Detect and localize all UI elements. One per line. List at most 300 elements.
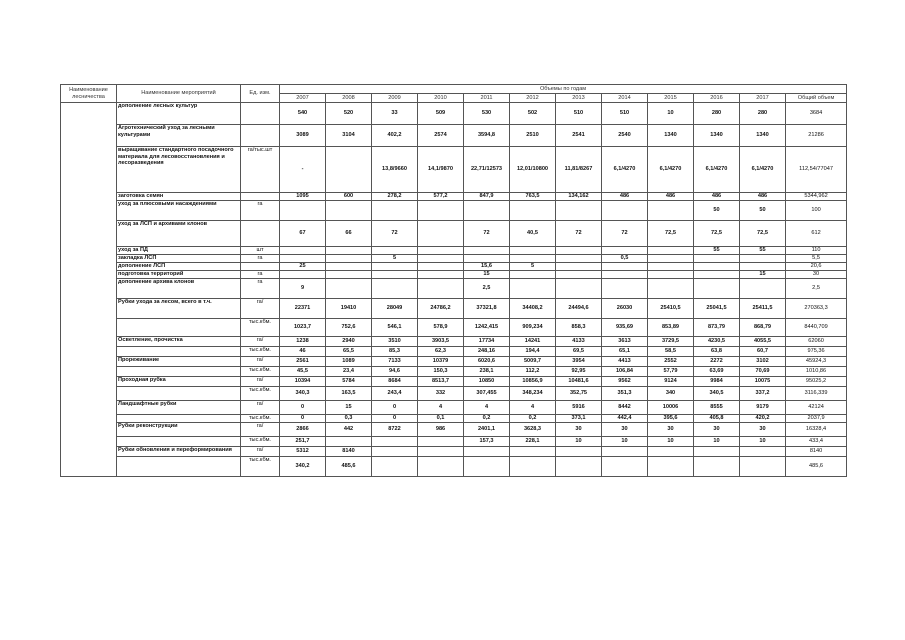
year-value-cell: 60,7 bbox=[740, 347, 786, 357]
header-year: 2007 bbox=[280, 94, 326, 103]
year-value-cell: 10481,6 bbox=[556, 377, 602, 387]
year-value-cell: 9562 bbox=[602, 377, 648, 387]
year-value-cell: 8722 bbox=[372, 423, 418, 437]
year-value-cell: 17734 bbox=[464, 337, 510, 347]
year-value-cell bbox=[602, 247, 648, 255]
year-value-cell: 251,7 bbox=[280, 437, 326, 447]
year-value-cell: 2,5 bbox=[464, 279, 510, 299]
year-value-cell: 10850 bbox=[464, 377, 510, 387]
total-volume-cell: 2,5 bbox=[786, 279, 847, 299]
year-value-cell: 2866 bbox=[280, 423, 326, 437]
year-value-cell bbox=[556, 255, 602, 263]
table-row bbox=[61, 193, 847, 201]
year-value-cell bbox=[280, 247, 326, 255]
activity-name bbox=[117, 457, 241, 477]
year-value-cell bbox=[740, 457, 786, 477]
activity-name: уход за ПД bbox=[117, 247, 241, 255]
year-value-cell: 4055,5 bbox=[740, 337, 786, 347]
year-value-cell: 163,5 bbox=[326, 387, 372, 401]
year-value-cell: 69,5 bbox=[556, 347, 602, 357]
year-value-cell bbox=[602, 201, 648, 221]
year-value-cell: 3729,5 bbox=[648, 337, 694, 347]
unit-cell: га/ bbox=[241, 447, 280, 457]
year-value-cell: 280 bbox=[740, 103, 786, 125]
year-value-cell: 3628,3 bbox=[510, 423, 556, 437]
unit-cell bbox=[241, 263, 280, 271]
year-value-cell: 2541 bbox=[556, 125, 602, 147]
year-value-cell bbox=[464, 447, 510, 457]
year-value-cell: 10075 bbox=[740, 377, 786, 387]
total-volume-cell: 112,54/77047 bbox=[786, 147, 847, 193]
year-value-cell: 4133 bbox=[556, 337, 602, 347]
year-value-cell: 30 bbox=[648, 423, 694, 437]
year-value-cell: 58,5 bbox=[648, 347, 694, 357]
unit-cell: га bbox=[241, 271, 280, 279]
activity-name: уход за плюсовыми насаждениями bbox=[117, 201, 241, 221]
activity-name: дополнение лесных культур bbox=[117, 103, 241, 125]
year-value-cell: 0 bbox=[372, 415, 418, 423]
unit-cell: га/ bbox=[241, 423, 280, 437]
year-value-cell: 10 bbox=[556, 437, 602, 447]
activity-name: Рубки обновления и переформирования bbox=[117, 447, 241, 457]
year-value-cell: 63,69 bbox=[694, 367, 740, 377]
total-volume-cell: 42124 bbox=[786, 401, 847, 415]
year-value-cell bbox=[372, 437, 418, 447]
activity-name: заготовка семян bbox=[117, 193, 241, 201]
table-row bbox=[61, 377, 847, 387]
year-value-cell bbox=[372, 279, 418, 299]
year-value-cell: 986 bbox=[418, 423, 464, 437]
table-row bbox=[61, 279, 847, 299]
unit-cell: тыс.кбм. bbox=[241, 347, 280, 357]
year-value-cell bbox=[510, 457, 556, 477]
year-value-cell: 238,1 bbox=[464, 367, 510, 377]
year-value-cell bbox=[510, 201, 556, 221]
activity-name: Агротехнический уход за лесными культурами bbox=[117, 125, 241, 147]
year-value-cell bbox=[602, 447, 648, 457]
year-value-cell bbox=[464, 247, 510, 255]
unit-cell: га/ bbox=[241, 401, 280, 415]
unit-cell bbox=[241, 125, 280, 147]
activity-name: Осветление, прочистка bbox=[117, 337, 241, 347]
table-row bbox=[61, 319, 847, 337]
year-value-cell bbox=[372, 263, 418, 271]
year-value-cell: 540 bbox=[280, 103, 326, 125]
year-value-cell bbox=[740, 255, 786, 263]
year-value-cell: 10 bbox=[694, 437, 740, 447]
year-value-cell: 6,1/4270 bbox=[694, 147, 740, 193]
table-row bbox=[61, 247, 847, 255]
year-value-cell: 0 bbox=[280, 415, 326, 423]
year-value-cell bbox=[418, 279, 464, 299]
year-value-cell: 66 bbox=[326, 221, 372, 247]
year-value-cell: 72 bbox=[556, 221, 602, 247]
unit-cell: тыс.кбм. bbox=[241, 415, 280, 423]
year-value-cell: 510 bbox=[556, 103, 602, 125]
year-value-cell bbox=[280, 201, 326, 221]
year-value-cell: 33 bbox=[372, 103, 418, 125]
year-value-cell bbox=[648, 201, 694, 221]
total-volume-cell: 3684 bbox=[786, 103, 847, 125]
year-value-cell: 4230,5 bbox=[694, 337, 740, 347]
total-volume-cell: 2037,9 bbox=[786, 415, 847, 423]
year-value-cell bbox=[694, 263, 740, 271]
table-row bbox=[61, 387, 847, 401]
activity-name bbox=[117, 367, 241, 377]
year-value-cell bbox=[418, 221, 464, 247]
year-value-cell: 763,5 bbox=[510, 193, 556, 201]
year-value-cell: 3613 bbox=[602, 337, 648, 347]
year-value-cell: 5 bbox=[372, 255, 418, 263]
table-row bbox=[61, 299, 847, 319]
year-value-cell: 6020,6 bbox=[464, 357, 510, 367]
year-value-cell: 14,1/9870 bbox=[418, 147, 464, 193]
year-value-cell bbox=[418, 457, 464, 477]
year-value-cell: 0 bbox=[372, 401, 418, 415]
year-value-cell: 6,1/4270 bbox=[602, 147, 648, 193]
header-year: 2015 bbox=[648, 94, 694, 103]
activity-name bbox=[117, 437, 241, 447]
year-value-cell: 50 bbox=[740, 201, 786, 221]
year-value-cell: 502 bbox=[510, 103, 556, 125]
year-value-cell: 25410,5 bbox=[648, 299, 694, 319]
year-value-cell: 37321,8 bbox=[464, 299, 510, 319]
year-value-cell: 280 bbox=[694, 103, 740, 125]
year-value-cell bbox=[418, 437, 464, 447]
year-value-cell: 853,89 bbox=[648, 319, 694, 337]
year-value-cell bbox=[648, 279, 694, 299]
header-year: 2009 bbox=[372, 94, 418, 103]
year-value-cell: 2552 bbox=[648, 357, 694, 367]
year-value-cell: 70,69 bbox=[740, 367, 786, 377]
total-volume-cell: 21286 bbox=[786, 125, 847, 147]
year-value-cell bbox=[602, 271, 648, 279]
year-value-cell: 442,4 bbox=[602, 415, 648, 423]
header-year: 2008 bbox=[326, 94, 372, 103]
year-value-cell bbox=[280, 271, 326, 279]
year-value-cell: 340,2 bbox=[280, 457, 326, 477]
year-value-cell: 25041,5 bbox=[694, 299, 740, 319]
year-value-cell bbox=[372, 201, 418, 221]
year-value-cell: 1023,7 bbox=[280, 319, 326, 337]
year-value-cell: 4 bbox=[464, 401, 510, 415]
year-value-cell: 25411,5 bbox=[740, 299, 786, 319]
table-row bbox=[61, 347, 847, 357]
year-value-cell: 1242,415 bbox=[464, 319, 510, 337]
year-value-cell: 30 bbox=[602, 423, 648, 437]
year-value-cell: 485,6 bbox=[326, 457, 372, 477]
unit-cell: га/тыс.шт bbox=[241, 147, 280, 193]
year-value-cell: 55 bbox=[694, 247, 740, 255]
year-value-cell bbox=[510, 271, 556, 279]
year-value-cell: 5009,7 bbox=[510, 357, 556, 367]
year-value-cell: 72,5 bbox=[648, 221, 694, 247]
header-year: 2012 bbox=[510, 94, 556, 103]
year-value-cell: 420,2 bbox=[740, 415, 786, 423]
year-value-cell bbox=[740, 279, 786, 299]
year-value-cell bbox=[648, 447, 694, 457]
activity-name: Проходная рубка bbox=[117, 377, 241, 387]
year-value-cell: 10379 bbox=[418, 357, 464, 367]
year-value-cell: 106,84 bbox=[602, 367, 648, 377]
year-value-cell: 0,1 bbox=[418, 415, 464, 423]
year-value-cell bbox=[326, 279, 372, 299]
year-value-cell: 10 bbox=[602, 437, 648, 447]
year-value-cell: 9124 bbox=[648, 377, 694, 387]
year-value-cell bbox=[464, 201, 510, 221]
unit-cell: тыс.кбм. bbox=[241, 367, 280, 377]
year-value-cell bbox=[694, 457, 740, 477]
year-value-cell: 935,69 bbox=[602, 319, 648, 337]
year-value-cell: 2540 bbox=[602, 125, 648, 147]
year-value-cell: 6,1/4270 bbox=[740, 147, 786, 193]
unit-cell: га bbox=[241, 279, 280, 299]
activity-name bbox=[117, 319, 241, 337]
year-value-cell: 65,5 bbox=[326, 347, 372, 357]
year-value-cell: 30 bbox=[740, 423, 786, 437]
table-row bbox=[61, 423, 847, 437]
year-value-cell bbox=[326, 437, 372, 447]
activity-name: дополнение ЛСП bbox=[117, 263, 241, 271]
table-row bbox=[61, 367, 847, 377]
table-row bbox=[61, 103, 847, 125]
year-value-cell: 30 bbox=[556, 423, 602, 437]
year-value-cell: 5 bbox=[510, 263, 556, 271]
year-value-cell: 2401,1 bbox=[464, 423, 510, 437]
year-value-cell: 194,4 bbox=[510, 347, 556, 357]
year-value-cell: 909,234 bbox=[510, 319, 556, 337]
table-row bbox=[61, 147, 847, 193]
year-value-cell: 24494,6 bbox=[556, 299, 602, 319]
year-value-cell bbox=[326, 147, 372, 193]
total-volume-cell: 5,5 bbox=[786, 255, 847, 263]
total-volume-cell: 8440,709 bbox=[786, 319, 847, 337]
year-value-cell: 23,4 bbox=[326, 367, 372, 377]
year-value-cell bbox=[694, 279, 740, 299]
unit-cell: тыс.кбм. bbox=[241, 437, 280, 447]
year-value-cell: 14241 bbox=[510, 337, 556, 347]
year-value-cell bbox=[648, 457, 694, 477]
total-volume-cell: 20,6 bbox=[786, 263, 847, 271]
header-year: 2016 bbox=[694, 94, 740, 103]
year-value-cell bbox=[418, 263, 464, 271]
year-value-cell: 10006 bbox=[648, 401, 694, 415]
year-value-cell bbox=[418, 255, 464, 263]
year-value-cell: 9 bbox=[280, 279, 326, 299]
year-value-cell: 578,9 bbox=[418, 319, 464, 337]
year-value-cell: 1340 bbox=[740, 125, 786, 147]
year-value-cell bbox=[556, 447, 602, 457]
year-value-cell: 1089 bbox=[326, 357, 372, 367]
activity-name: Рубки реконструкции bbox=[117, 423, 241, 437]
year-value-cell bbox=[556, 457, 602, 477]
year-value-cell: 373,1 bbox=[556, 415, 602, 423]
year-value-cell: 22371 bbox=[280, 299, 326, 319]
year-value-cell: 150,3 bbox=[418, 367, 464, 377]
header-year: 2010 bbox=[418, 94, 464, 103]
year-value-cell: 577,2 bbox=[418, 193, 464, 201]
year-value-cell: 7133 bbox=[372, 357, 418, 367]
year-value-cell bbox=[464, 457, 510, 477]
year-value-cell: 8513,7 bbox=[418, 377, 464, 387]
year-value-cell: 509 bbox=[418, 103, 464, 125]
header-year: 2011 bbox=[464, 94, 510, 103]
year-value-cell: 22,71/12573 bbox=[464, 147, 510, 193]
total-volume-cell: 95025,2 bbox=[786, 377, 847, 387]
unit-cell: га bbox=[241, 201, 280, 221]
year-value-cell: 3510 bbox=[372, 337, 418, 347]
year-value-cell: 11,81/8267 bbox=[556, 147, 602, 193]
year-value-cell: 3954 bbox=[556, 357, 602, 367]
year-value-cell: 228,1 bbox=[510, 437, 556, 447]
year-value-cell: 62,3 bbox=[418, 347, 464, 357]
total-volume-cell: 1010,86 bbox=[786, 367, 847, 377]
year-value-cell: 15 bbox=[326, 401, 372, 415]
year-value-cell: 15 bbox=[740, 271, 786, 279]
total-volume-cell: 3116,339 bbox=[786, 387, 847, 401]
year-value-cell bbox=[648, 263, 694, 271]
year-value-cell: 10394 bbox=[280, 377, 326, 387]
total-volume-cell: 45924,3 bbox=[786, 357, 847, 367]
year-value-cell bbox=[602, 263, 648, 271]
year-value-cell bbox=[326, 247, 372, 255]
year-value-cell: 4 bbox=[510, 401, 556, 415]
total-volume-cell: 612 bbox=[786, 221, 847, 247]
year-value-cell: 340,5 bbox=[694, 387, 740, 401]
year-value-cell bbox=[648, 271, 694, 279]
year-value-cell bbox=[740, 447, 786, 457]
year-value-cell: 9179 bbox=[740, 401, 786, 415]
year-value-cell bbox=[372, 271, 418, 279]
year-value-cell: 2574 bbox=[418, 125, 464, 147]
total-volume-cell: 485,6 bbox=[786, 457, 847, 477]
year-value-cell bbox=[326, 271, 372, 279]
year-value-cell bbox=[418, 447, 464, 457]
year-value-cell: 85,3 bbox=[372, 347, 418, 357]
year-value-cell: 5312 bbox=[280, 447, 326, 457]
year-value-cell: - bbox=[280, 147, 326, 193]
year-value-cell: 278,2 bbox=[372, 193, 418, 201]
year-value-cell bbox=[418, 201, 464, 221]
year-value-cell bbox=[418, 247, 464, 255]
table-row bbox=[61, 415, 847, 423]
year-value-cell: 442 bbox=[326, 423, 372, 437]
year-value-cell: 55 bbox=[740, 247, 786, 255]
year-value-cell: 486 bbox=[694, 193, 740, 201]
year-value-cell: 0,2 bbox=[510, 415, 556, 423]
year-value-cell: 15,6 bbox=[464, 263, 510, 271]
year-value-cell: 395,6 bbox=[648, 415, 694, 423]
year-value-cell: 243,4 bbox=[372, 387, 418, 401]
header-forestry: Наименование лесничества bbox=[61, 85, 117, 103]
table-row bbox=[61, 401, 847, 415]
year-value-cell: 92,95 bbox=[556, 367, 602, 377]
year-value-cell: 50 bbox=[694, 201, 740, 221]
total-volume-cell: 270363,3 bbox=[786, 299, 847, 319]
year-value-cell: 337,2 bbox=[740, 387, 786, 401]
year-value-cell: 3594,8 bbox=[464, 125, 510, 147]
year-value-cell: 4413 bbox=[602, 357, 648, 367]
year-value-cell: 8684 bbox=[372, 377, 418, 387]
year-value-cell: 15 bbox=[464, 271, 510, 279]
total-volume-cell: 62060 bbox=[786, 337, 847, 347]
year-value-cell bbox=[326, 263, 372, 271]
year-value-cell: 45,5 bbox=[280, 367, 326, 377]
year-value-cell: 520 bbox=[326, 103, 372, 125]
year-value-cell: 10856,9 bbox=[510, 377, 556, 387]
total-volume-cell: 8140 bbox=[786, 447, 847, 457]
year-value-cell: 2561 bbox=[280, 357, 326, 367]
total-volume-cell: 110 bbox=[786, 247, 847, 255]
unit-cell bbox=[241, 103, 280, 125]
unit-cell: га/ bbox=[241, 337, 280, 347]
year-value-cell: 157,3 bbox=[464, 437, 510, 447]
year-value-cell bbox=[372, 247, 418, 255]
year-value-cell: 72 bbox=[372, 221, 418, 247]
year-value-cell: 340,3 bbox=[280, 387, 326, 401]
unit-cell: га/ bbox=[241, 377, 280, 387]
header-year: 2017 bbox=[740, 94, 786, 103]
activity-name: Ландшафтные рубки bbox=[117, 401, 241, 415]
total-volume-cell: 100 bbox=[786, 201, 847, 221]
year-value-cell: 486 bbox=[602, 193, 648, 201]
activity-name bbox=[117, 347, 241, 357]
year-value-cell: 847,9 bbox=[464, 193, 510, 201]
year-value-cell: 0 bbox=[280, 401, 326, 415]
year-value-cell bbox=[556, 271, 602, 279]
year-value-cell bbox=[602, 457, 648, 477]
year-value-cell: 9984 bbox=[694, 377, 740, 387]
year-value-cell: 405,8 bbox=[694, 415, 740, 423]
year-value-cell: 6,1/4270 bbox=[648, 147, 694, 193]
year-value-cell: 46 bbox=[280, 347, 326, 357]
year-value-cell: 307,455 bbox=[464, 387, 510, 401]
year-value-cell: 25 bbox=[280, 263, 326, 271]
year-value-cell: 600 bbox=[326, 193, 372, 201]
year-value-cell: 72 bbox=[602, 221, 648, 247]
year-value-cell: 5916 bbox=[556, 401, 602, 415]
unit-cell: га/ bbox=[241, 357, 280, 367]
total-volume-cell: 5344,962 bbox=[786, 193, 847, 201]
activity-name: дополнение архива клонов bbox=[117, 279, 241, 299]
header-year: 2013 bbox=[556, 94, 602, 103]
year-value-cell: 12,01/10800 bbox=[510, 147, 556, 193]
year-value-cell: 1340 bbox=[694, 125, 740, 147]
year-value-cell: 10 bbox=[648, 437, 694, 447]
forestry-cell bbox=[61, 103, 117, 477]
year-value-cell bbox=[326, 255, 372, 263]
unit-cell: га bbox=[241, 255, 280, 263]
table-row bbox=[61, 255, 847, 263]
unit-cell: тыс.кбм. bbox=[241, 457, 280, 477]
year-value-cell: 94,6 bbox=[372, 367, 418, 377]
year-value-cell bbox=[510, 279, 556, 299]
year-value-cell: 3104 bbox=[326, 125, 372, 147]
year-value-cell: 10 bbox=[740, 437, 786, 447]
year-value-cell: 65,1 bbox=[602, 347, 648, 357]
year-value-cell: 0,2 bbox=[464, 415, 510, 423]
year-value-cell: 8140 bbox=[326, 447, 372, 457]
unit-cell: тыс.кбм. bbox=[241, 319, 280, 337]
year-value-cell: 26030 bbox=[602, 299, 648, 319]
year-value-cell: 858,3 bbox=[556, 319, 602, 337]
year-value-cell bbox=[694, 447, 740, 457]
table-row bbox=[61, 337, 847, 347]
year-value-cell bbox=[280, 255, 326, 263]
year-value-cell: 2510 bbox=[510, 125, 556, 147]
activity-name: уход за ЛСП и архивами клонов bbox=[117, 221, 241, 247]
year-value-cell bbox=[602, 279, 648, 299]
